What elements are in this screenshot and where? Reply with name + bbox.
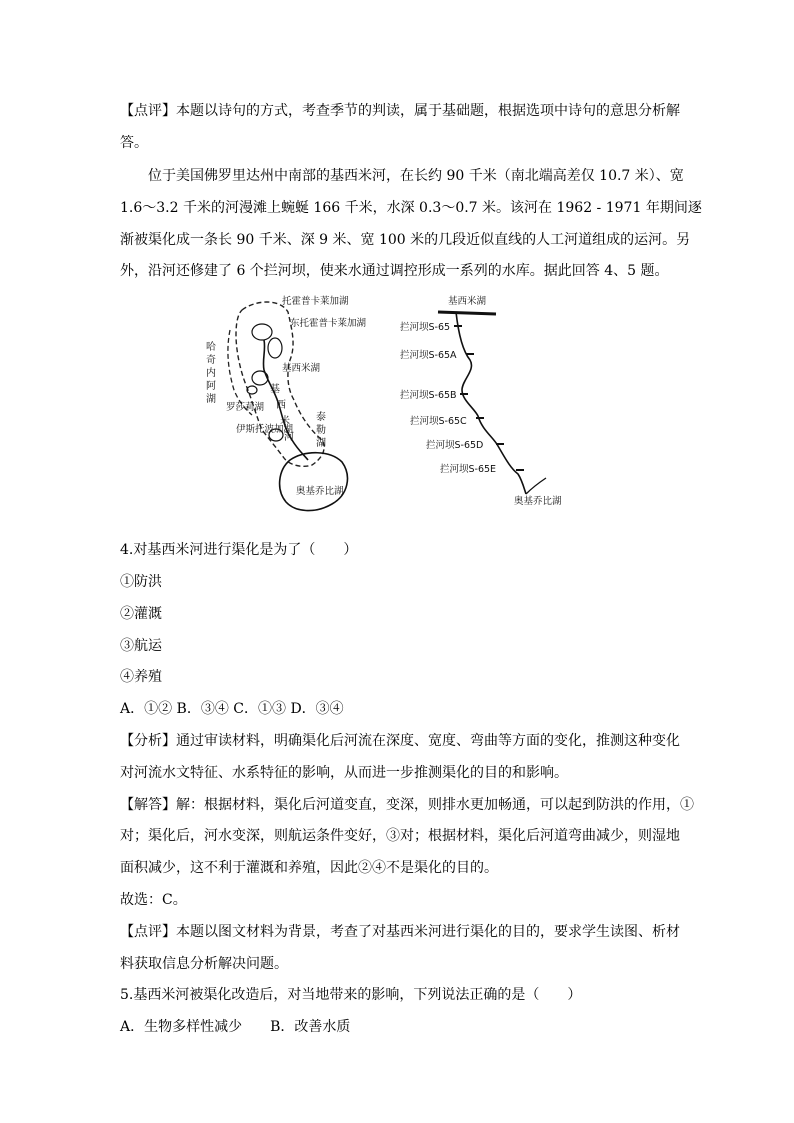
question-4: 4.对基西米河进行渠化是为了（ ） [120, 542, 358, 558]
label-dam-1: 拦河坝S-65 [400, 322, 451, 333]
hatch-char-3: 内 [206, 368, 216, 379]
q4-option-1: ①防洪 [120, 574, 162, 590]
question-5: 5.基西米河被渠化改造后，对当地带来的影响，下列说法正确的是（ ） [120, 987, 582, 1003]
q4-option-4: ④养殖 [120, 669, 162, 685]
right-map [400, 295, 562, 507]
figure-maps [200, 290, 580, 520]
label-okeechobee: 奥基乔比湖 [296, 486, 344, 497]
solution-3: 面积减少，这不利于灌溉和养殖，因此②④不是渠化的目的。 [120, 860, 498, 876]
tai-char-3: 湖 [316, 438, 326, 449]
hatch-char-1: 哈 [206, 342, 216, 353]
q5-choices-ab: A．生物多样性减少 B．改善水质 [120, 1019, 351, 1035]
analysis-2: 对河流水文特征、水系特征的影响，从而进一步推测渠化的目的和影响。 [120, 765, 568, 781]
comment-2: 【点评】本题以图文材料为背景，考查了对基西米河进行渠化的目的，要求学生读图、析材 [120, 924, 680, 940]
label-dam-5: 拦河坝S-65D [426, 440, 484, 451]
label-istokpoga: 伊斯托波加湖 [236, 424, 294, 435]
material-line-3: 渐被渠化成一条长 90 千米、深 9 米、宽 100 米的几段近似直线的人工河道组成的运河。另 [120, 232, 691, 248]
label-dam-4: 拦河坝S-65C [410, 416, 467, 427]
material-line-2: 1.6～3.2 千米的河漫滩上蜿蜒 166 千米，水深 0.3～0.7 米。该河在 1962 - 1971 年期间逐 [120, 200, 702, 216]
top-lake-outline [438, 312, 496, 314]
tai-char-2: 勒 [316, 425, 326, 436]
lake-shore [526, 478, 546, 494]
solution-2: 对；渠化后，河水变深，则航运条件变好，③对；根据材料，渠化后河道弯曲减少，则湿地 [120, 828, 680, 844]
q4-option-3: ③航运 [120, 638, 162, 654]
hatch-char-2: 奇 [206, 355, 216, 366]
lake-tohopekaliga [252, 324, 272, 340]
river-char-2: 西 [276, 400, 286, 411]
label-rosalie: 罗莎莉湖 [226, 402, 265, 413]
tai-char-1: 泰 [316, 412, 326, 423]
label-dam-3: 拦河坝S-65B [400, 390, 457, 401]
label-bottom-lake: 奥基乔比湖 [514, 496, 562, 507]
kissimmee-maps-svg [200, 290, 580, 520]
q4-option-2: ②灌溉 [120, 606, 162, 622]
comment-1-cont: 答。 [120, 135, 148, 151]
label-kissimmee-lake: 基西米湖 [282, 363, 321, 374]
label-dam-6: 拦河坝S-65E [440, 464, 497, 475]
material-line-1: 位于美国佛罗里达州中南部的基西米河，在长约 90 千米（南北端高差仅 10.7 米）、宽 [148, 168, 684, 184]
solution-1: 【解答】解：根据材料，渠化后河道变直，变深，则排水更加畅通，可以起到防洪的作用，① [120, 797, 694, 813]
answer: 故选：C。 [120, 892, 187, 908]
left-map [206, 295, 367, 511]
river-char-1: 基 [270, 384, 280, 395]
lake-east-toho [268, 338, 282, 358]
hatch-char-5: 湖 [206, 394, 216, 405]
analysis-1: 【分析】通过审读材料，明确渠化后河流在深度、宽度、弯曲等方面的变化，推测这种变化 [120, 733, 680, 749]
river-char-4: 河 [284, 432, 294, 443]
river-char-3: 米 [280, 416, 290, 427]
label-east-toho: 东托霍普卡莱加湖 [290, 318, 367, 329]
label-tohopekaliga: 托霍普卡莱加湖 [282, 296, 349, 307]
material-line-4: 外，沿河还修建了 6 个拦河坝，使来水通过调控形成一系列的水库。据此回答 4、5 题。 [120, 263, 669, 279]
q4-choices: A．①② B．③④ C．①③ D．③④ [120, 701, 344, 717]
lake-okeechobee [280, 453, 348, 511]
comment-2-cont: 料获取信息分析解决问题。 [120, 956, 288, 972]
label-dam-2: 拦河坝S-65A [400, 350, 457, 361]
comment-1: 【点评】本题以诗句的方式，考查季节的判读，属于基础题，根据选项中诗句的意思分析解 [120, 103, 680, 119]
hatch-char-4: 阿 [206, 381, 216, 392]
label-top-lake: 基西米湖 [448, 296, 487, 307]
